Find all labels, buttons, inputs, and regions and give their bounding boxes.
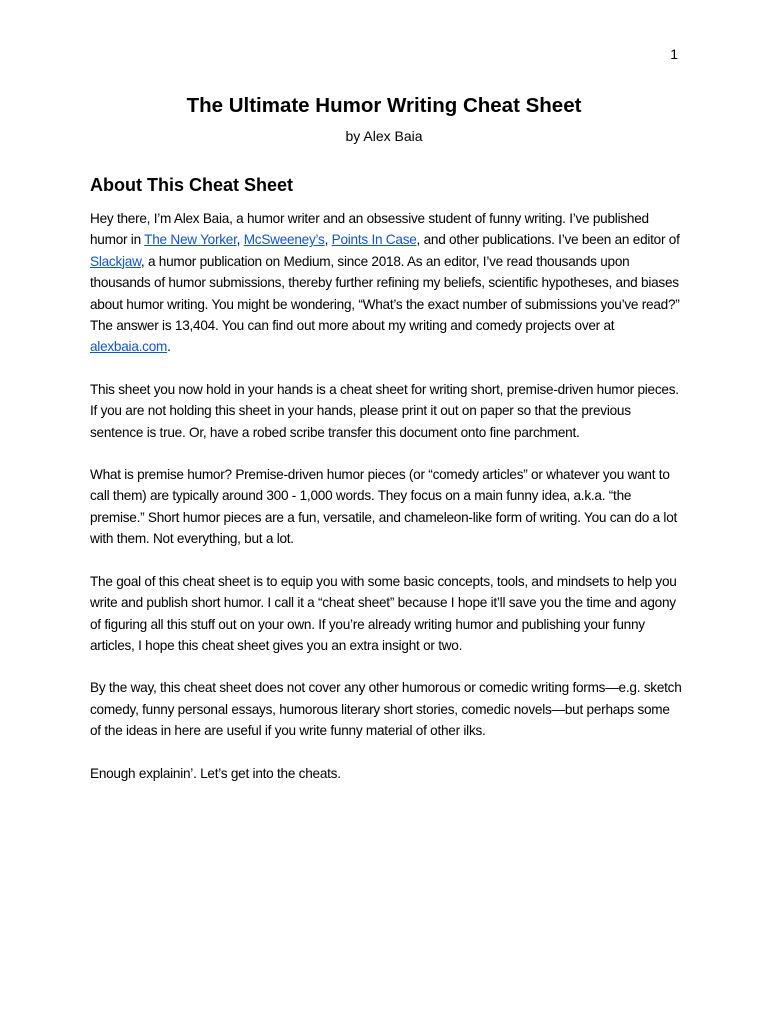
paragraph-text: .	[167, 339, 171, 355]
paragraph-text: ,	[236, 232, 244, 248]
page-number: 1	[670, 46, 678, 62]
paragraph-goal: The goal of this cheat sheet is to equip you with some basic concepts, tools, and mindsets to help you write and publish short humor. I call it a “cheat sheet” because I hope it’ll save you the time and agony of figuring all this stuff out on your own. If you’re already writing humor and publishing your funny articles, I hope this cheat sheet gives you an extra insight or two.	[90, 573, 677, 653]
author-byline: by Alex Baia	[345, 128, 423, 144]
paragraph-text: , and other publications. I’ve been an editor of	[416, 232, 680, 248]
section-heading: About This Cheat Sheet	[90, 175, 294, 195]
paragraph-text: ,	[324, 232, 332, 248]
paragraph-scope: By the way, this cheat sheet does not cover any other humorous or comedic writing forms—e.g. sketch comedy, funny personal essays, humorous literary short stories, comedic novels—but perhaps some of the ideas in here are useful if you write funny material of other ilks.	[90, 680, 682, 739]
link-alexbaia-site[interactable]: alexbaia.com	[90, 339, 168, 355]
paragraph-cheat-sheet: This sheet you now hold in your hands is a cheat sheet for writing short, premise-driven humor pieces. If you are not holding this sheet in your hands, please print it out on paper so that the previous sentence is true. Or, have a robed scribe transfer this document onto fine parchment.	[90, 381, 679, 440]
paragraph-text: Hey there, I’m Alex Baia, a humor writer and an obsessive student of funny writing. I’ve published humor in	[90, 211, 649, 248]
paragraph-premise-humor: What is premise humor? Premise-driven humor pieces (or “comedy articles” or whatever you want to call them) are typically around 300 - 1,000 words. They focus on a main funny idea, a.k.a. “the premise.” Short humor pieces are a fun, versatile, and chameleon-like form of writing. You can do a lot with them. Not everything, but a lot.	[90, 467, 678, 547]
document-body	[90, 172, 682, 805]
document-title: The Ultimate Humor Writing Cheat Sheet	[186, 94, 582, 117]
link-new-yorker[interactable]: The New Yorker	[144, 232, 237, 248]
link-points-in-case[interactable]: Points In Case	[331, 232, 417, 248]
link-slackjaw[interactable]: Slackjaw	[90, 253, 141, 269]
paragraph-text: , a humor publication on Medium, since 2018. As an editor, I’ve read thousands upon thousands of humor submissions, thereby further refining my beliefs, scientific hypotheses, and biases about humor writing. You might be wondering, “What’s the exact number of submissions you’ve read?” The answer is 13,404. You can find out more about my writing and comedy projects over at	[90, 253, 680, 334]
link-mcsweeneys[interactable]: McSweeney’s	[243, 232, 325, 248]
paragraph-intro	[90, 208, 682, 358]
paragraph-closing: Enough explainin’. Let’s get into the cheats.	[90, 765, 341, 781]
